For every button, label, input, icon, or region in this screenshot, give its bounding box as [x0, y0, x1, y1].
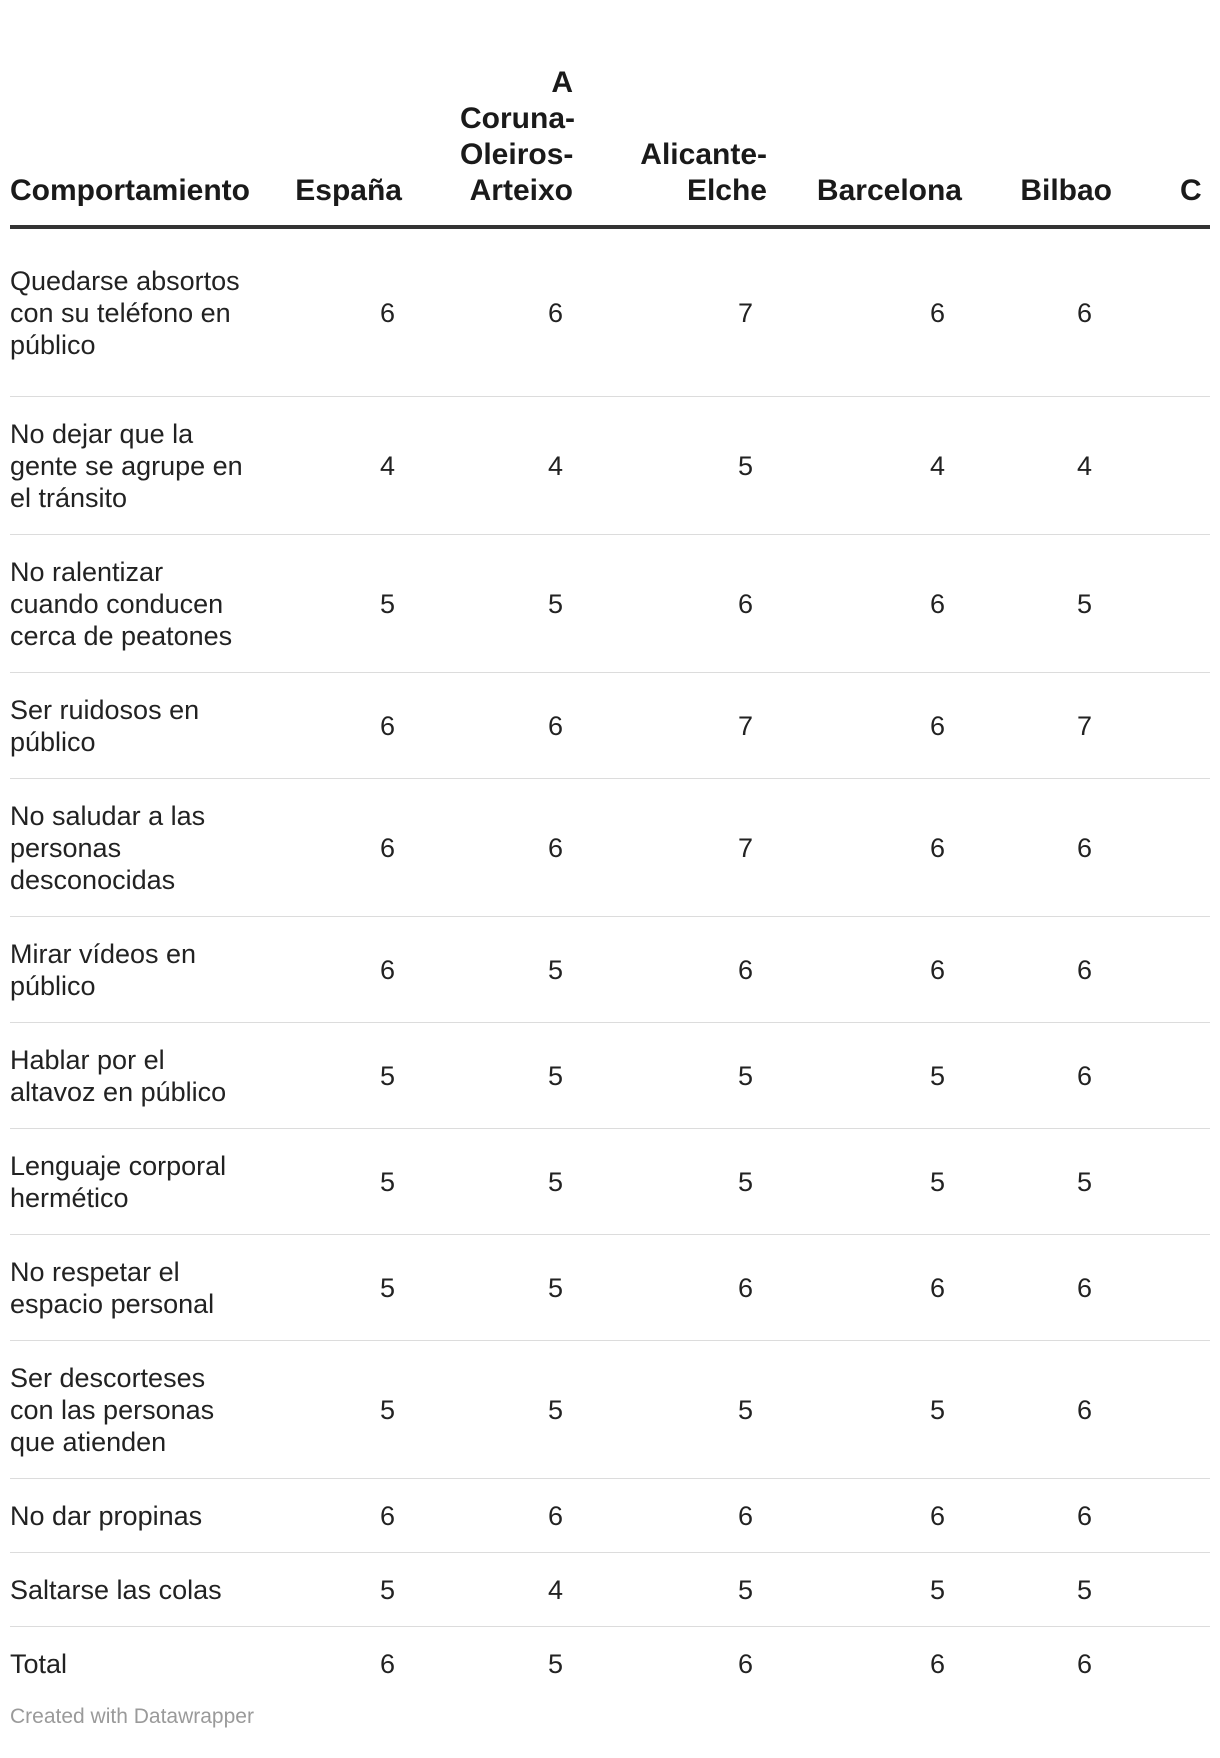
table-cell: 6 [430, 779, 605, 917]
table-row [10, 397, 1210, 535]
column-header [10, 0, 290, 227]
column-header [795, 0, 990, 227]
table-cell: 5 [605, 397, 795, 535]
table-cell-clipped [1140, 1129, 1210, 1235]
table-cell: 7 [605, 673, 795, 779]
table-cell: 6 [990, 917, 1140, 1023]
table-cell-clipped [1140, 1479, 1210, 1553]
table-cell: 4 [430, 397, 605, 535]
table-cell: 6 [379, 1648, 395, 1679]
table-cell: 5 [290, 535, 430, 673]
column-header [990, 0, 1140, 227]
table-cell: 6 [795, 227, 990, 397]
column-header-label: Bilbao [1020, 174, 1112, 207]
row-label: Lenguaje corporal hermético [10, 1129, 290, 1235]
table-cell: 6 [605, 1479, 795, 1553]
table-cell: 6 [929, 1648, 945, 1679]
table-cell: 5 [430, 1023, 605, 1129]
table-cell: 5 [430, 535, 605, 673]
table-cell: 5 [290, 1235, 430, 1341]
table-cell: 5 [430, 917, 605, 1023]
table-cell: 5 [990, 1129, 1140, 1235]
table-cell: 5 [795, 1553, 990, 1627]
table-cell: 6 [290, 227, 430, 397]
table-cell: 4 [430, 1553, 605, 1627]
table-cell: 6 [990, 779, 1140, 917]
table-row [10, 917, 1210, 1023]
column-header-label: A Coruna- Oleiros- Arteixo [460, 66, 575, 207]
table-cell-clipped [1140, 397, 1210, 535]
column-header [1140, 0, 1210, 227]
table-cell: 6 [605, 535, 795, 673]
table-cell: 5 [290, 1553, 430, 1627]
table-cell: 6 [430, 1479, 605, 1553]
table-cell: 5 [430, 1235, 605, 1341]
table-cell: 6 [990, 1341, 1140, 1479]
table-cell: 6 [990, 227, 1140, 397]
column-header-label: C [1180, 174, 1202, 207]
row-label: Saltarse las colas [10, 1553, 290, 1627]
table-cell: 6 [290, 673, 430, 779]
table-cell: 6 [795, 535, 990, 673]
table-cell: 5 [547, 1648, 563, 1679]
table-cell: 5 [795, 1129, 990, 1235]
table-row [10, 1627, 1210, 1701]
table-cell: 5 [290, 1023, 430, 1129]
column-header-label: Comportamiento [10, 174, 250, 207]
table-cell: 6 [795, 917, 990, 1023]
table-row [10, 1553, 1210, 1627]
table-cell: 5 [795, 1023, 990, 1129]
table-cell: 6 [430, 673, 605, 779]
table-cell: 6 [290, 917, 430, 1023]
column-header [605, 0, 795, 227]
table-cell: 5 [605, 1553, 795, 1627]
table-cell-clipped [1140, 779, 1210, 917]
table-cell: 6 [795, 1235, 990, 1341]
row-label: No saludar a las personas desconocidas [10, 779, 290, 917]
row-label: No dejar que la gente se agrupe en el tránsito [10, 397, 290, 535]
table-cell: 5 [290, 1341, 430, 1479]
data-table [10, 0, 1210, 1700]
table-row [10, 1129, 1210, 1235]
table-row [10, 779, 1210, 917]
table-cell: 5 [990, 535, 1140, 673]
table-cell: 6 [1076, 1648, 1092, 1679]
table-cell: 6 [990, 1235, 1140, 1341]
table-cell: 6 [795, 673, 990, 779]
table-cell: 6 [290, 779, 430, 917]
table-cell: 5 [605, 1129, 795, 1235]
table-cell-clipped [1140, 673, 1210, 779]
row-label: No ralentizar cuando conducen cerca de peatones [10, 535, 290, 673]
table-cell-clipped [1140, 1235, 1210, 1341]
table-cell: 7 [990, 673, 1140, 779]
table-cell: 6 [430, 227, 605, 397]
table-row [10, 227, 1210, 397]
table-row [10, 1479, 1210, 1553]
table-row [10, 1235, 1210, 1341]
table-cell: 6 [737, 1648, 753, 1679]
table-cell: 5 [605, 1023, 795, 1129]
table-cell: 7 [605, 227, 795, 397]
table-cell: 4 [795, 397, 990, 535]
column-header-label: Alicante- Elche [640, 138, 767, 207]
table-cell: 6 [605, 917, 795, 1023]
table-cell-clipped [1140, 535, 1210, 673]
row-label: Ser descorteses con las personas que atienden [10, 1341, 290, 1479]
row-label: No dar propinas [10, 1479, 290, 1553]
table-cell: 5 [290, 1129, 430, 1235]
table-cell: 5 [795, 1341, 990, 1479]
table-cell-clipped [1140, 1023, 1210, 1129]
table-cell: 4 [290, 397, 430, 535]
row-label: Ser ruidosos en público [10, 673, 290, 779]
table-body [10, 227, 1210, 1700]
table-cell: 5 [430, 1129, 605, 1235]
row-label: Quedarse absortos con su teléfono en público [10, 227, 290, 397]
column-header [430, 0, 605, 227]
table-row [10, 1023, 1210, 1129]
table-cell-clipped [1140, 1627, 1210, 1701]
table-cell: 6 [290, 1479, 430, 1553]
column-header-label: España [295, 174, 402, 207]
table-cell: 7 [605, 779, 795, 917]
table-cell: 4 [990, 397, 1140, 535]
table-cell: 6 [990, 1479, 1140, 1553]
row-label: Mirar vídeos en público [10, 917, 290, 1023]
table-cell: 6 [605, 1235, 795, 1341]
table-cell: 6 [795, 1479, 990, 1553]
credit-text: Created with Datawrapper [10, 1705, 254, 1728]
table-cell: 5 [430, 1341, 605, 1479]
row-label: Total [10, 1648, 68, 1679]
column-header-label: Barcelona [816, 174, 962, 207]
table-cell: 6 [990, 1023, 1140, 1129]
table-cell: 6 [795, 779, 990, 917]
table-row [10, 535, 1210, 673]
table-cell: 5 [990, 1553, 1140, 1627]
table-cell-clipped [1140, 227, 1210, 397]
table-header-row [10, 0, 1210, 227]
table-cell-clipped [1140, 917, 1210, 1023]
table-cell-clipped [1140, 1553, 1210, 1627]
table-cell-clipped [1140, 1341, 1210, 1479]
row-label: Hablar por el altavoz en público [10, 1023, 290, 1129]
table-viewport[interactable] [10, 0, 1210, 1700]
row-label: No respetar el espacio personal [10, 1235, 290, 1341]
column-header [290, 0, 430, 227]
table-row [10, 673, 1210, 779]
table-row [10, 1341, 1210, 1479]
table-cell: 5 [605, 1341, 795, 1479]
